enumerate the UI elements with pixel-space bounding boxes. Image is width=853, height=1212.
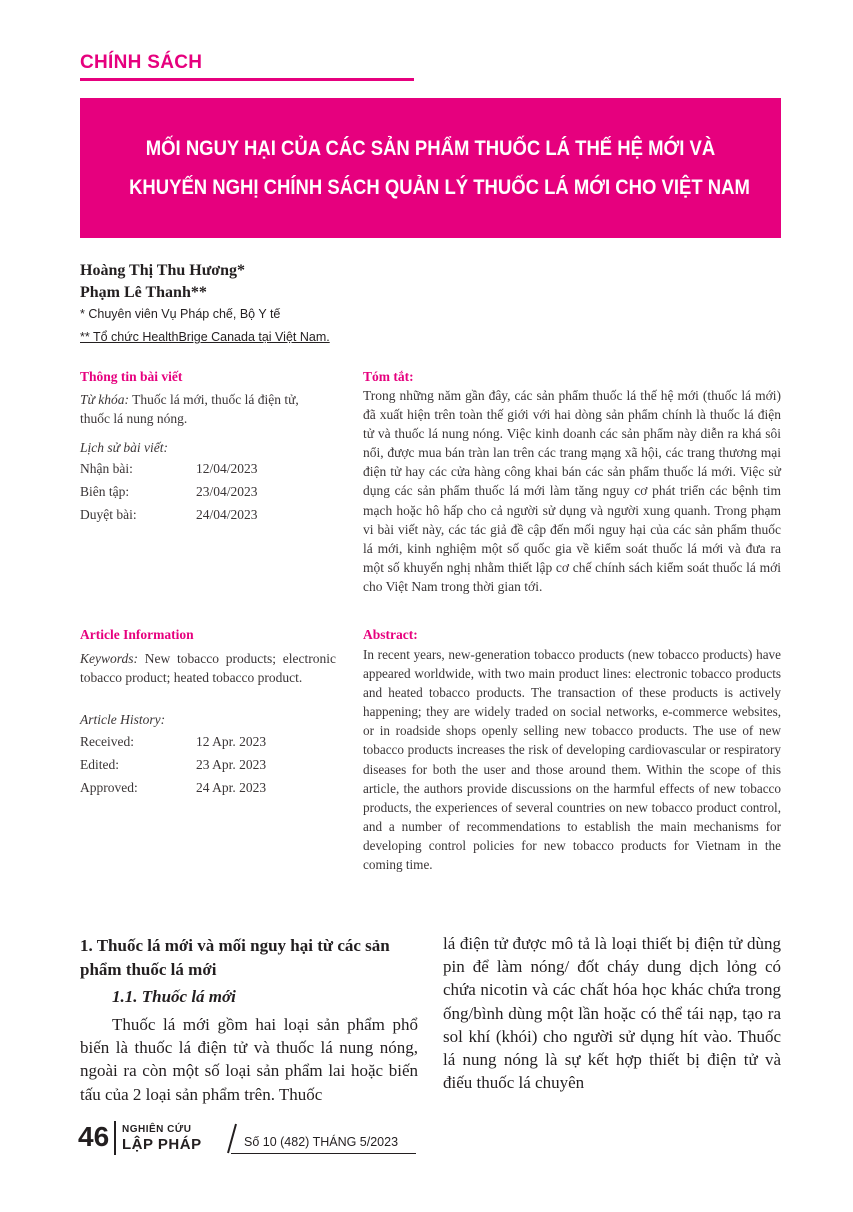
history-vi-label: Lịch sử bài viết: [80,440,168,455]
info-vi-heading: Thông tin bài viết [80,369,183,384]
title-line-2: KHUYẾN NGHỊ CHÍNH SÁCH QUẢN LÝ THUỐC LÁ MỚI CHO VIỆT NAM [129,175,750,199]
history-vi-row [80,484,258,500]
history-en-row-label: Approved: [80,780,138,795]
affiliation-1: * Chuyên viên Vụ Pháp chế, Bộ Y tế [80,307,281,321]
history-vi-row-value: 24/04/2023 [196,507,258,522]
history-en-label: Article History: [80,712,166,727]
issue-info: Số 10 (482) THÁNG 5/2023 [244,1135,399,1149]
history-en-row-value: 12 Apr. 2023 [196,734,267,749]
title-banner [80,98,781,238]
history-vi-row-value: 23/04/2023 [196,484,258,499]
journal-name-top: NGHIÊN CỨU [122,1124,192,1135]
affiliation-2: ** Tổ chức HealthBrige Canada tại Việt Nam. [80,330,330,344]
page-number: 46 [78,1121,110,1152]
history-en-row-label: Received: [80,734,134,749]
history-vi-row-label: Biên tập: [80,484,130,499]
journal-name-bottom: LẬP PHÁP [122,1136,202,1153]
body-heading-1-1: 1.1. Thuốc lá mới [112,987,236,1006]
author-1: Hoàng Thị Thu Hương* [80,262,246,279]
history-en-row [80,757,267,773]
title-line-1: MỐI NGUY HẠI CỦA CÁC SẢN PHẨM THUỐC LÁ THẾ HỆ MỚI VÀ [145,136,716,160]
author-2: Phạm Lê Thanh** [80,284,207,301]
history-en-row-value: 23 Apr. 2023 [196,757,267,772]
history-en-row-label: Edited: [80,757,119,772]
body-paragraph-left: Thuốc lá mới gồm hai loại sản phẩm phổ biến là thuốc lá điện tử và thuốc lá nung nóng, ngoài ra còn một số loại sản phẩm lai hoặc biến tấu của 2 loại sản phẩm trên. Thuốc [80,1015,418,1104]
footer-rule [231,1153,416,1154]
section-label: CHÍNH SÁCH [80,52,203,73]
section-rule [80,78,414,81]
keywords-vi-label: Từ khóa: [80,392,129,407]
history-en-row-value: 24 Apr. 2023 [196,780,267,795]
keywords-vi-line1: Thuốc lá mới, thuốc lá điện tử, [128,392,299,407]
body-heading-1: 1. Thuốc lá mới và mối nguy hại từ các sản phẩm thuốc lá mới [80,936,390,979]
abstract-en-heading: Abstract: [363,627,418,642]
summary-vi-text: Trong những năm gần đây, các sản phẩm thuốc lá thế hệ mới (thuốc lá mới) đã xuất hiện trên toàn thế giới với hai dòng sản phẩm chính là thuốc lá điện tử và thuốc lá nung nóng. Việc kinh doanh các sản phẩm này diễn ra khá sôi nổi, được mua bán tràn lan trên các trang mạng xã hội, các trang thương mại điện tử hay các cửa hàng công khai bán các sản phẩm thuốc lá mới. Việc sử dụng các sản phẩm thuốc lá mới làm tăng nguy cơ phát triển các bệnh tim mạch hoặc hô hấp cho cả người sử dụng và người xung quanh. Trong phạm vi bài viết này, các tác giả đề cập đến mối nguy hại của các sản phẩm thuốc lá mới, kinh nghiệm một số quốc gia về kiểm soát thuốc lá mới và đưa ra một số khuyến nghị nhằm thiết lập cơ chế chính sách kiểm soát thuốc lá mới cho Việt Nam trong thời gian tới. [363,388,781,594]
info-en-heading: Article Information [80,627,194,642]
history-vi-row-label: Nhận bài: [80,461,133,476]
abstract-en-text: In recent years, new-generation tobacco products (new tobacco products) have appeared worldwide, with two main product lines: electronic tobacco products and heated tobacco products. The transaction of these products is actively happening; they are widely traded on social networks, e-commerce websites, or in roadside shops openly selling new tobacco products. The use of new tobacco products increases the risk of developing cardiovascular or respiratory diseases for both the user and those around them. Within the scope of this article, the authors provide discussions on the harmful effects of new tobacco products, the experiences of several countries on new tobacco product control, and a number of recommendations to establish the main mechanisms for developing control policies for new tobacco products for Vietnam in the coming time. [363,647,781,873]
history-vi-row-label: Duyệt bài: [80,507,137,522]
keywords-en-text: New tobacco products; electronic tobacco product; heated tobacco product. [80,651,336,685]
history-vi-row [80,507,258,523]
history-vi-row-value: 12/04/2023 [196,461,258,476]
summary-vi-heading: Tóm tắt: [363,369,414,384]
info-vi-keywords [80,390,342,428]
body-paragraph-right: lá điện tử được mô tả là loại thiết bị điện tử dùng pin để làm nóng/ đốt cháy dung dịch lỏng có chứa nicotin và các chất hóa học khác chứa trong ống/bình dùng một lần hoặc có thể tái nạp, tạo ra sol khí (khói) cho người sử dụng hít vào. Thuốc lá nung nóng là sự kết hợp thiết bị điện tử và điếu thuốc lá chuyên [443,934,781,1093]
info-en-keywords [80,649,336,687]
footer-divider [114,1121,116,1155]
history-en-row [80,780,267,796]
keywords-en-label: Keywords: [80,651,138,666]
history-vi-row [80,461,258,477]
history-en-row [80,734,267,750]
keywords-vi-line2: thuốc lá nung nóng. [80,411,188,426]
footer-slash-icon [224,1122,238,1154]
